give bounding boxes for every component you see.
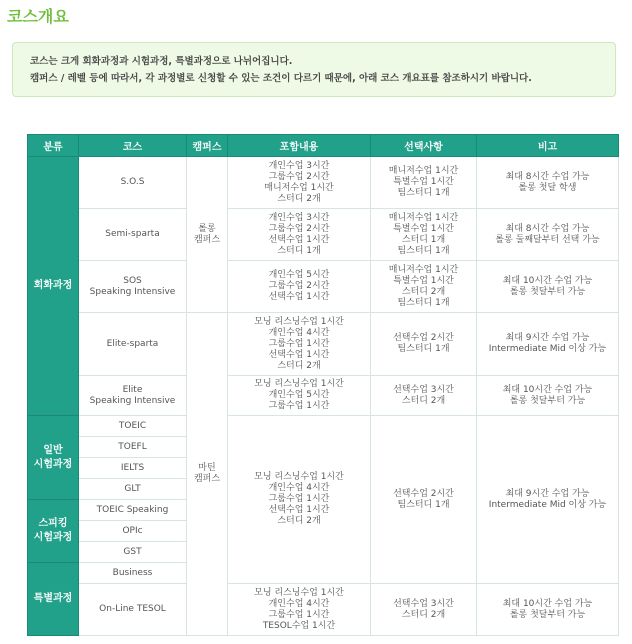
cell-line: 최대 9시간 수업 가능 [505, 488, 590, 499]
category-conversation: 회화과정 [28, 157, 79, 416]
cell-line: 선택수업 2시간 [393, 488, 454, 499]
cell-line: 특별수업 1시간 [393, 177, 454, 187]
course-cell [79, 521, 187, 542]
table-row [28, 157, 619, 209]
campus-cell [187, 157, 228, 313]
cell-line: 스터디 1개 [277, 245, 321, 256]
cell-line: Intermediate Mid 이상 가능 [488, 344, 607, 354]
remarks-cell [477, 584, 619, 636]
cell-line: 팀스터디 1개 [397, 297, 450, 308]
cell-line: 시험과정 [33, 532, 73, 543]
cell-line: 특별수업 1시간 [393, 223, 454, 234]
includes-cell [228, 157, 371, 209]
cell-line: 그룹수업 2시간 [268, 281, 330, 291]
cell-line: 선택수업 1시간 [268, 234, 330, 245]
options-cell [371, 376, 477, 416]
cell-line: TOEIC Speaking [96, 504, 169, 515]
cell-line: 스터디 2개 [401, 286, 446, 297]
cell-line: 개인수업 3시간 [268, 212, 330, 223]
cell-line: 선택수업 1시간 [268, 349, 330, 360]
includes-cell [228, 376, 371, 416]
options-cell [371, 584, 477, 636]
course-cell [79, 542, 187, 563]
header-campus: 캠퍼스 [187, 135, 228, 157]
cell-line: 캠퍼스 [193, 234, 221, 245]
cell-line: 개인수업 4시간 [268, 598, 330, 609]
options-cell [371, 157, 477, 209]
cell-line: 그룹수업 1시간 [268, 609, 330, 620]
cell-line: 그룹수업 1시간 [268, 338, 330, 349]
cell-line: 캠퍼스 [193, 474, 221, 484]
course-cell [79, 563, 187, 584]
options-cell [371, 313, 477, 376]
cell-line: 롤롱 첫달부터 가능 [509, 395, 586, 406]
table-header-row [28, 135, 619, 157]
options-cell [371, 261, 477, 313]
course-cell [79, 209, 187, 261]
cell-line: OPIc [122, 525, 143, 536]
cell-line: 팀스터디 1개 [397, 344, 450, 354]
cell-line: Semi-sparta [105, 229, 160, 239]
cell-line: 최대 8시간 수업 가능 [505, 171, 590, 182]
cell-line: 그룹수업 2시간 [268, 223, 330, 234]
includes-cell [228, 209, 371, 261]
category-speaking-test [28, 500, 79, 563]
header-course: 코스 [79, 135, 187, 157]
header-remarks: 비고 [477, 135, 619, 157]
cell-line: 그룹수업 2시간 [268, 171, 330, 182]
header-includes: 포함내용 [228, 135, 371, 157]
cell-line: 최대 9시간 수업 가능 [505, 333, 590, 343]
table-row [28, 416, 619, 437]
options-cell [371, 209, 477, 261]
category-general-test [28, 416, 79, 500]
table-row [28, 261, 619, 313]
cell-line: 스터디 2개 [277, 516, 321, 526]
cell-line: Elite-sparta [106, 338, 159, 349]
cell-line: 최대 8시간 수업 가능 [505, 223, 590, 234]
cell-line: 스터디 2개 [277, 360, 321, 371]
cell-line: Speaking Intensive [89, 286, 176, 297]
course-overview-table [27, 134, 619, 636]
cell-line: TOEFL [118, 441, 147, 452]
cell-line: GLT [124, 483, 141, 494]
includes-cell [228, 584, 371, 636]
cell-line: S.O.S [120, 177, 145, 187]
cell-line: 특별수업 1시간 [393, 275, 454, 286]
cell-line: 매니저수업 1시간 [388, 212, 459, 223]
cell-line: 선택수업 3시간 [393, 384, 454, 395]
cell-line: 모닝 리스닝수업 1시간 [254, 316, 344, 327]
cell-line: TOEIC [118, 420, 147, 431]
course-cell [79, 313, 187, 376]
cell-line: 마틴 [198, 463, 216, 473]
course-cell [79, 458, 187, 479]
remarks-cell [477, 313, 619, 376]
cell-line: 롤롱 첫달부터 가능 [509, 609, 586, 620]
cell-line: 선택수업 2시간 [393, 333, 454, 343]
category-special: 특별과정 [28, 563, 79, 636]
cell-line: On-Line TESOL [99, 604, 166, 614]
cell-line: IELTS [120, 462, 145, 473]
cell-line: 팀스터디 1개 [397, 245, 450, 256]
cell-line: 스터디 2개 [401, 609, 446, 620]
remarks-cell [477, 261, 619, 313]
cell-line: 매니저수업 1시간 [388, 264, 459, 275]
remarks-cell [477, 416, 619, 584]
cell-line: SOS [123, 275, 142, 286]
intro-line-1: 코스는 크게 회화과정과 시험과정, 특별과정으로 나뉘어집니다. [30, 56, 293, 67]
cell-line: 개인수업 3시간 [268, 160, 330, 171]
table-row [28, 584, 619, 636]
cell-line: 선택수업 3시간 [393, 598, 454, 609]
includes-cell [228, 313, 371, 376]
cell-line: 선택수업 1시간 [268, 292, 330, 302]
cell-line: 스피킹 [38, 518, 68, 529]
header-category: 분류 [28, 135, 79, 157]
cell-line: TESOL수업 1시간 [262, 620, 336, 631]
table-row [28, 209, 619, 261]
course-cell [79, 584, 187, 636]
cell-line: 그룹수업 1시간 [268, 494, 330, 504]
cell-line: 그룹수업 1시간 [268, 401, 330, 411]
cell-line: 매니저수업 1시간 [264, 182, 334, 193]
course-cell [79, 500, 187, 521]
header-options: 선택사항 [371, 135, 477, 157]
cell-line: 개인수업 4시간 [268, 327, 330, 338]
table-row [28, 376, 619, 416]
cell-line: 매니저수업 1시간 [388, 166, 459, 176]
cell-line: 롤롱 첫달 학생 [518, 182, 577, 193]
campus-cell [187, 313, 228, 636]
cell-line: 모닝 리스닝수업 1시간 [254, 379, 344, 389]
cell-line: Intermediate Mid 이상 가능 [488, 499, 607, 510]
cell-line: 개인수업 5시간 [268, 270, 330, 280]
cell-line: 롤롱 둘째달부터 선택 가능 [495, 234, 600, 245]
cell-line: Elite [122, 384, 143, 395]
cell-line: GST [123, 546, 142, 557]
remarks-cell [477, 157, 619, 209]
cell-line: 최대 10시간 수업 가능 [502, 384, 593, 395]
cell-line: Business [112, 567, 153, 578]
includes-cell [228, 261, 371, 313]
cell-line: 최대 10시간 수업 가능 [502, 275, 593, 286]
cell-line: 모닝 리스닝수업 1시간 [254, 472, 344, 482]
cell-line: 롤롱 첫달부터 가능 [509, 286, 586, 297]
cell-line: 팀스터디 1개 [397, 188, 450, 198]
table-row [28, 313, 619, 376]
cell-line: 개인수업 4시간 [268, 483, 330, 493]
cell-line: 시험과정 [33, 458, 73, 470]
course-cell [79, 416, 187, 437]
cell-line: 스터디 2개 [401, 395, 446, 406]
remarks-cell [477, 209, 619, 261]
cell-line: 최대 10시간 수업 가능 [502, 598, 593, 609]
cell-line: 스터디 1개 [401, 234, 446, 245]
course-cell [79, 261, 187, 313]
course-cell [79, 437, 187, 458]
cell-line: 모닝 리스닝수업 1시간 [254, 587, 344, 598]
cell-line: 스터디 2개 [277, 193, 321, 204]
course-cell [79, 479, 187, 500]
cell-line: 롤롱 [198, 223, 216, 234]
options-cell [371, 416, 477, 584]
intro-box [12, 42, 616, 97]
cell-line: 개인수업 5시간 [268, 390, 330, 400]
intro-line-2: 캠퍼스 / 레벨 등에 따라서, 각 과정별로 신청할 수 있는 조건이 다르기 때문에, 아래 코스 개요표를 참조하시기 바랍니다. [30, 73, 532, 84]
cell-line: Speaking Intensive [89, 395, 176, 406]
includes-cell [228, 416, 371, 584]
page-title: 코스개요 [7, 7, 69, 26]
course-cell [79, 376, 187, 416]
cell-line: 일반 [43, 444, 63, 456]
cell-line: 팀스터디 1개 [397, 499, 450, 510]
remarks-cell [477, 376, 619, 416]
course-cell [79, 157, 187, 209]
cell-line: 선택수업 1시간 [268, 505, 330, 515]
